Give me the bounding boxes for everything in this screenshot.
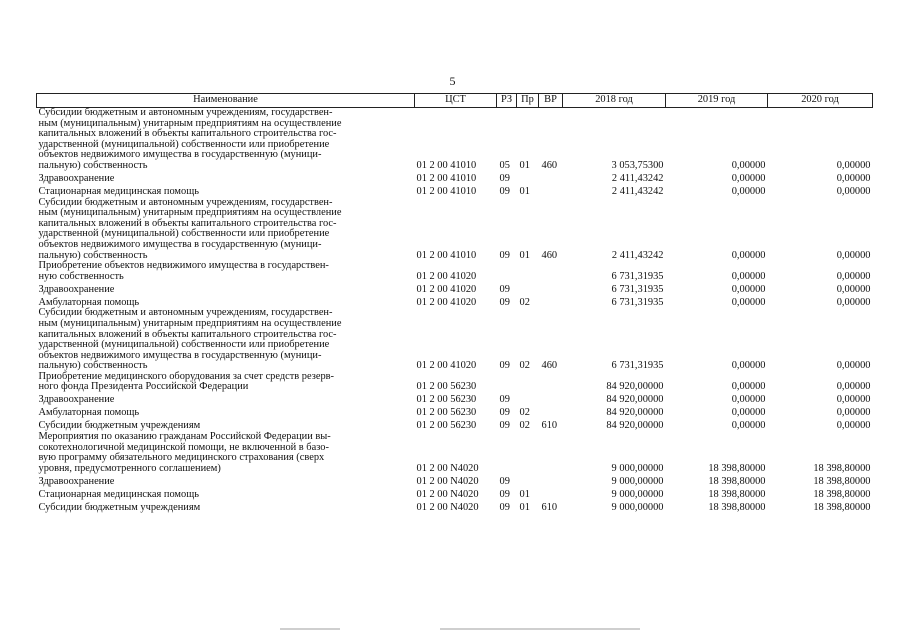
cell-2019: 0,00000: [731, 381, 766, 393]
cell-2020: 0,00000: [836, 270, 871, 282]
cell-2018: 6 731,31935: [611, 296, 664, 308]
cell-2020: 18 398,80000: [813, 501, 871, 513]
cell-2018: 6 731,31935: [611, 360, 664, 372]
cell-rz: 09: [499, 296, 510, 308]
cell-rz: 09: [499, 475, 510, 487]
page-number: 5: [449, 74, 456, 88]
cell-name-line: Амбулаторная помощь: [38, 296, 140, 308]
cell-2019: 0,00000: [731, 185, 766, 197]
cell-2018: 84 920,00000: [606, 381, 664, 393]
cell-2020: 0,00000: [836, 296, 871, 308]
cell-vr: [539, 172, 563, 185]
cell-pr: 02: [519, 296, 530, 308]
header-pr: Пр: [517, 94, 539, 108]
table-row: [37, 185, 873, 198]
cell-2018: 2 411,43242: [611, 185, 664, 197]
cell-name-line: капитальных вложений в объекты капитального строительства гос-: [38, 217, 337, 229]
cell-pr: 02: [519, 407, 530, 419]
budget-table: [36, 93, 873, 513]
cell-2019: 0,00000: [731, 296, 766, 308]
cell-name-line: объектов недвижимого имущества в государственную (муници-: [38, 349, 322, 361]
cell-name-line: капитальных вложений в объекты капитального строительства гос-: [38, 328, 337, 340]
cell-vr: 610: [541, 501, 558, 513]
cell-2018: 2 411,43242: [611, 172, 664, 184]
cell-cst: 01 2 00 41020: [416, 283, 477, 295]
cell-vr: [539, 295, 563, 308]
cell-name-line: Приобретение объектов недвижимого имущества в государствен-: [38, 260, 329, 272]
cell-rz: 09: [499, 501, 510, 513]
cell-2019: 0,00000: [731, 394, 766, 406]
scan-artifact: [440, 628, 640, 630]
cell-name: [37, 282, 415, 295]
cell-cst: 01 2 00 41010: [416, 172, 477, 184]
cell-name: [37, 198, 415, 262]
cell-2018: 6 731,31935: [611, 283, 664, 295]
cell-rz: 09: [499, 249, 510, 261]
cell-2018: 9 000,00000: [611, 475, 664, 487]
cell-name: [37, 261, 415, 282]
cell-pr: 01: [519, 249, 530, 261]
cell-2020: 0,00000: [836, 185, 871, 197]
cell-name-line: Амбулаторная помощь: [38, 407, 140, 419]
cell-2020: 0,00000: [836, 407, 871, 419]
cell-name: [37, 308, 415, 372]
cell-vr: [539, 474, 563, 487]
cell-2020: 0,00000: [836, 381, 871, 393]
table-row: [37, 261, 873, 282]
cell-cst: 01 2 00 N4020: [416, 488, 479, 500]
header-2020: 2020 год: [768, 94, 873, 108]
cell-2019: 0,00000: [731, 360, 766, 372]
cell-2019: 18 398,80000: [708, 501, 766, 513]
cell-name-line: уровня, предусмотренного соглашением): [38, 462, 221, 474]
cell-pr: [517, 261, 539, 282]
cell-vr: [539, 372, 563, 393]
cell-2020: 0,00000: [836, 283, 871, 295]
cell-pr: [517, 172, 539, 185]
cell-2020: 18 398,80000: [813, 488, 871, 500]
cell-2019: 0,00000: [731, 270, 766, 282]
table-row: [37, 487, 873, 500]
table-header: [37, 94, 873, 108]
table-row: [37, 108, 873, 172]
table-row: [37, 372, 873, 393]
cell-name-line: пальную) собственность: [38, 249, 148, 261]
cell-name-line: ного фонда Президента Российской Федерации: [38, 381, 249, 393]
cell-2018: 2 411,43242: [611, 249, 664, 261]
cell-rz: [497, 372, 517, 393]
cell-vr: 460: [541, 159, 558, 171]
cell-pr: [517, 282, 539, 295]
cell-2019: 0,00000: [731, 283, 766, 295]
cell-vr: [539, 406, 563, 419]
cell-vr: 610: [541, 420, 558, 432]
cell-pr: 01: [519, 501, 530, 513]
cell-2020: 18 398,80000: [813, 462, 871, 474]
cell-name-line: Субсидии бюджетным учреждениям: [38, 501, 201, 513]
cell-2018: 84 920,00000: [606, 407, 664, 419]
table-row: [37, 432, 873, 474]
cell-name-line: Стационарная медицинская помощь: [38, 488, 199, 500]
cell-name: [37, 372, 415, 393]
cell-name-line: пальную) собственность: [38, 159, 148, 171]
cell-name-line: ным (муниципальным) унитарным предприятиям на осуществление: [38, 117, 342, 129]
cell-rz: 09: [499, 488, 510, 500]
cell-vr: [539, 282, 563, 295]
cell-name-line: капитальных вложений в объекты капитального строительства гос-: [38, 128, 337, 140]
cell-name-line: ным (муниципальным) унитарным предприятиям на осуществление: [38, 207, 342, 219]
cell-2019: 0,00000: [731, 172, 766, 184]
cell-2020: 0,00000: [836, 159, 871, 171]
table-row: [37, 282, 873, 295]
cell-cst: 01 2 00 56230: [416, 394, 477, 406]
cell-2018: 6 731,31935: [611, 270, 664, 282]
cell-name-line: ударственной (муниципальной) собственности или приобретение: [38, 138, 330, 150]
cell-name: [37, 393, 415, 406]
table-row: [37, 500, 873, 513]
cell-name: [37, 172, 415, 185]
cell-name: [37, 108, 415, 172]
cell-name: [37, 500, 415, 513]
table-row: [37, 406, 873, 419]
cell-vr: [539, 261, 563, 282]
cell-pr: 02: [519, 360, 530, 372]
cell-rz: 05: [499, 159, 510, 171]
cell-pr: [517, 393, 539, 406]
cell-2020: 0,00000: [836, 172, 871, 184]
cell-name-line: Субсидии бюджетным и автономным учреждениям, государствен-: [38, 196, 333, 208]
cell-cst: 01 2 00 41020: [416, 296, 477, 308]
cell-rz: 09: [499, 360, 510, 372]
cell-vr: [539, 432, 563, 474]
cell-rz: [497, 261, 517, 282]
cell-pr: [517, 372, 539, 393]
cell-rz: 09: [499, 172, 510, 184]
table-row: [37, 198, 873, 262]
cell-2019: 0,00000: [731, 407, 766, 419]
table-body: [37, 108, 873, 514]
cell-cst: 01 2 00 56230: [416, 420, 477, 432]
cell-2018: 84 920,00000: [606, 420, 664, 432]
cell-2019: 0,00000: [731, 249, 766, 261]
cell-2019: 18 398,80000: [708, 488, 766, 500]
cell-name-line: Здравоохранение: [38, 394, 115, 406]
cell-cst: 01 2 00 N4020: [416, 462, 479, 474]
header-2019: 2019 год: [666, 94, 768, 108]
cell-2020: 0,00000: [836, 394, 871, 406]
cell-pr: 01: [519, 185, 530, 197]
header-cst: ЦСТ: [415, 94, 497, 108]
cell-name-line: Мероприятия по оказанию гражданам Российской Федерации вы-: [38, 431, 331, 443]
header-vr: ВР: [539, 94, 563, 108]
cell-name-line: Субсидии бюджетным и автономным учреждениям, государствен-: [38, 107, 333, 118]
cell-name: [37, 406, 415, 419]
cell-name-line: объектов недвижимого имущества в государственную (муници-: [38, 238, 322, 250]
cell-cst: 01 2 00 41010: [416, 159, 477, 171]
table-row: [37, 393, 873, 406]
cell-rz: 09: [499, 394, 510, 406]
cell-rz: 09: [499, 407, 510, 419]
cell-name: [37, 185, 415, 198]
cell-2020: 0,00000: [836, 360, 871, 372]
cell-cst: 01 2 00 56230: [416, 407, 477, 419]
table-row: [37, 474, 873, 487]
cell-pr: 01: [519, 488, 530, 500]
cell-rz: [497, 432, 517, 474]
cell-name-line: пальную) собственность: [38, 360, 148, 372]
cell-name-line: Приобретение медицинского оборудования за счет средств резерв-: [38, 370, 335, 382]
table-row: [37, 172, 873, 185]
header-2018: 2018 год: [563, 94, 666, 108]
cell-vr: [539, 393, 563, 406]
cell-2019: 0,00000: [731, 420, 766, 432]
cell-2018: 9 000,00000: [611, 501, 664, 513]
cell-name-line: объектов недвижимого имущества в государственную (муници-: [38, 149, 322, 161]
cell-pr: [517, 474, 539, 487]
cell-name: [37, 474, 415, 487]
cell-cst: 01 2 00 41020: [416, 360, 477, 372]
cell-name-line: Субсидии бюджетным и автономным учреждениям, государствен-: [38, 307, 333, 319]
cell-pr: 02: [519, 420, 530, 432]
cell-cst: 01 2 00 41010: [416, 249, 477, 261]
cell-cst: 01 2 00 41010: [416, 185, 477, 197]
cell-name-line: Здравоохранение: [38, 283, 115, 295]
cell-2018: 84 920,00000: [606, 394, 664, 406]
cell-2019: 18 398,80000: [708, 475, 766, 487]
cell-name-line: Здравоохранение: [38, 475, 115, 487]
cell-2018: 3 053,75300: [611, 159, 664, 171]
cell-pr: [517, 432, 539, 474]
cell-cst: 01 2 00 56230: [416, 381, 477, 393]
cell-vr: [539, 487, 563, 500]
cell-name: [37, 432, 415, 474]
cell-name-line: ударственной (муниципальной) собственности или приобретение: [38, 228, 330, 240]
cell-name-line: Субсидии бюджетным учреждениям: [38, 420, 201, 432]
cell-name-line: Стационарная медицинская помощь: [38, 185, 199, 197]
header-name: Наименование: [37, 94, 415, 108]
cell-pr: 01: [519, 159, 530, 171]
cell-2019: 18 398,80000: [708, 462, 766, 474]
cell-name-line: ударственной (муниципальной) собственности или приобретение: [38, 339, 330, 351]
cell-vr: 460: [541, 249, 558, 261]
header-rz: РЗ: [497, 94, 517, 108]
cell-name-line: ным (муниципальным) унитарным предприятиям на осуществление: [38, 317, 342, 329]
cell-rz: 09: [499, 185, 510, 197]
cell-2018: 9 000,00000: [611, 488, 664, 500]
cell-cst: 01 2 00 N4020: [416, 475, 479, 487]
cell-2018: 9 000,00000: [611, 462, 664, 474]
cell-cst: 01 2 00 41020: [416, 270, 477, 282]
scan-artifact: [280, 628, 340, 630]
cell-name: [37, 487, 415, 500]
cell-vr: [539, 185, 563, 198]
cell-name-line: вую программу обязательного медицинского страхования (сверх: [38, 452, 325, 464]
cell-2020: 0,00000: [836, 420, 871, 432]
cell-cst: 01 2 00 N4020: [416, 501, 479, 513]
cell-2020: 0,00000: [836, 249, 871, 261]
cell-2019: 0,00000: [731, 159, 766, 171]
cell-vr: 460: [541, 360, 558, 372]
cell-name-line: ную собственность: [38, 270, 124, 282]
cell-rz: 09: [499, 283, 510, 295]
cell-name-line: сокотехнологичной медицинской помощи, не включенной в базо-: [38, 441, 329, 453]
table-row: [37, 308, 873, 372]
cell-name-line: Здравоохранение: [38, 172, 115, 184]
cell-rz: 09: [499, 420, 510, 432]
cell-2020: 18 398,80000: [813, 475, 871, 487]
